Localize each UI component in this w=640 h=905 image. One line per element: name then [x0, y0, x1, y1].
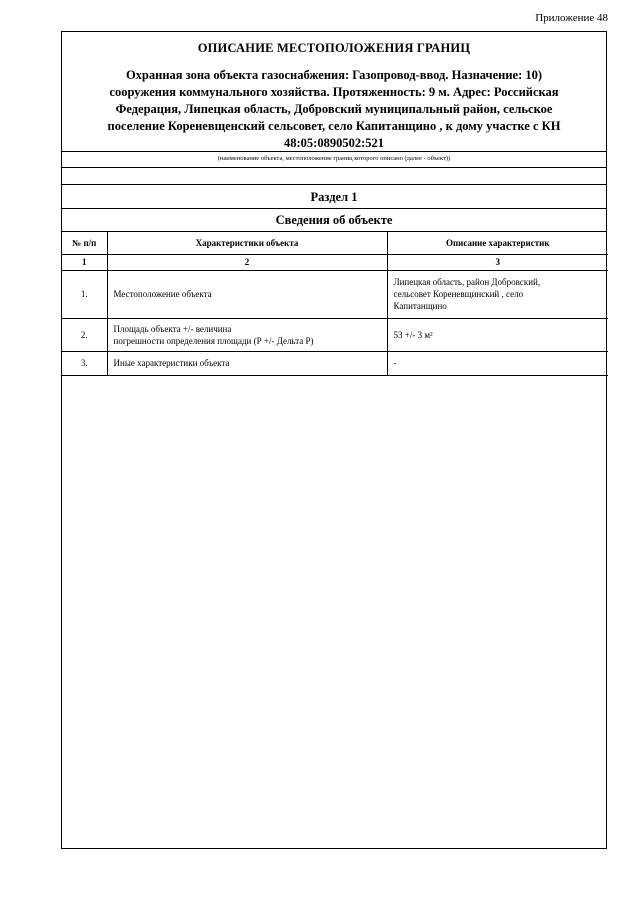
spacer-row [62, 168, 606, 185]
object-caption: (наименование объекта, местоположение границ которого описано (далее - объект)) [62, 152, 606, 168]
row-description-line: - [393, 358, 397, 368]
row-description [387, 351, 608, 375]
object-description-line: Охранная зона объекта газоснабжения: Газопровод-ввод. Назначение: 10) [125, 68, 543, 82]
column-number-cell: 1 [62, 254, 107, 270]
column-number-cell: 2 [107, 254, 387, 270]
row-characteristic-line: Площадь объекта +/- величина [113, 323, 232, 334]
row-characteristic [107, 270, 387, 318]
appendix-label: Приложение 48 [535, 12, 608, 24]
object-description-line: 48:05:0890502:521 [284, 136, 384, 150]
row-characteristic [107, 318, 387, 351]
header-block [62, 32, 606, 152]
row-characteristic [107, 351, 387, 375]
section-title: Раздел 1 [62, 185, 606, 209]
table-row [62, 318, 608, 351]
row-number: 2. [62, 318, 107, 351]
column-number-cell: 3 [387, 254, 608, 270]
table-row [62, 351, 608, 375]
object-description-line: поселение Кореневщенский сельсовет, село Капитанщино , к дому участке с КН [107, 119, 561, 133]
object-description-line: сооружения коммунального хозяйства. Протяженность: 9 м. Адрес: Российская [109, 85, 559, 99]
header-cell-characteristic: Характеристики объекта [107, 232, 387, 254]
row-description [387, 270, 608, 318]
table-row [62, 270, 608, 318]
row-description-line: Липецкая область, район Добровский, [393, 277, 541, 287]
row-characteristic-line: Иные характеристики объекта [113, 358, 230, 368]
row-characteristic-line: Местоположение объекта [113, 289, 212, 299]
object-description-line: Федерация, Липецкая область, Добровский муниципальный район, сельское [115, 102, 553, 116]
document-title: ОПИСАНИЕ МЕСТОПОЛОЖЕНИЯ ГРАНИЦ [197, 41, 471, 55]
row-characteristic-line: погрешности определения площади (Р +/- Дельта Р) [113, 335, 314, 346]
column-number-row [62, 254, 608, 270]
row-number: 1. [62, 270, 107, 318]
object-info-table [62, 232, 608, 376]
header-cell-description: Описание характеристик [387, 232, 608, 254]
object-description [62, 67, 606, 152]
table-header-row [62, 232, 608, 254]
row-description-line: 53 +/- 3 м² [393, 329, 433, 340]
section-subtitle: Сведения об объекте [62, 209, 606, 232]
row-number: 3. [62, 351, 107, 375]
row-description-line: Капитанщино [393, 301, 447, 311]
row-description [387, 318, 608, 351]
header-cell-number: № п/п [62, 232, 107, 254]
document-frame [61, 31, 607, 849]
row-description-line: сельсовет Кореневщинский , село [393, 289, 524, 299]
